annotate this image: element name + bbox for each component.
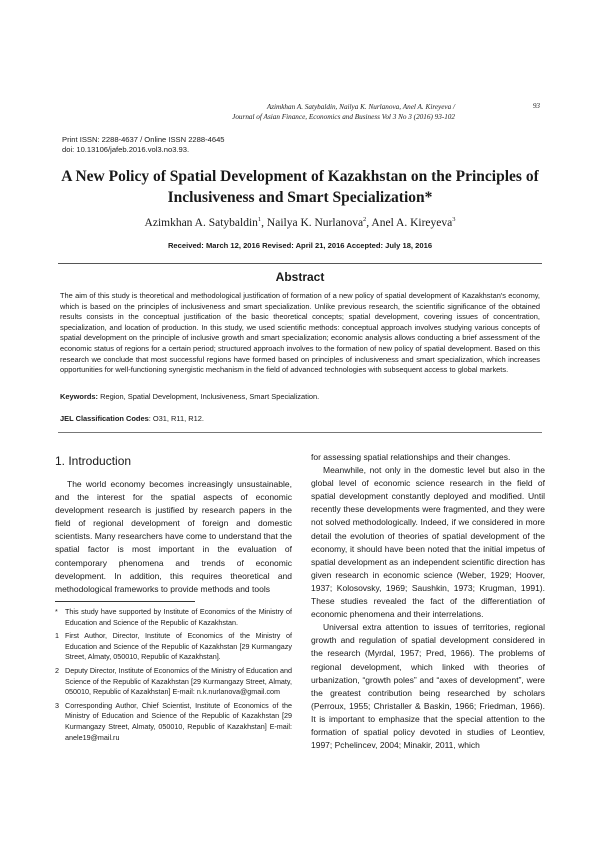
footnote-text: Corresponding Author, Chief Scientist, Institute of Economics of the Ministry of Education and Science of the Republic of Kazakhstan [29 Kurmangazy Street, Almaty, 050010, Republic of Kazakhstan] E-mail: anele19@mail.ru <box>65 700 292 742</box>
intro-right-column <box>311 451 545 752</box>
footnote <box>55 701 292 743</box>
footnote-text: First Author, Director, Institute of Economics of the Ministry of Education and Science of the Republic of Kazakhstan [29 Kurmangazy Street, Almaty, 050010, Republic of Kazakhstan]. <box>65 631 292 662</box>
issn-block <box>62 135 225 155</box>
title-line-2: Inclusiveness and Smart Specialization* <box>167 189 433 206</box>
footnote-separator <box>55 601 195 602</box>
footnotes <box>55 607 292 746</box>
author-separator: , <box>366 216 372 229</box>
abstract-text: The aim of this study is theoretical and methodological justification of formation of a new policy of spatial development of Kazakhstan's economy, which is based on the principles of inclusiveness and smart specialization. Unlike previous research, the scientific significance of the obtained results consists in the conceptual justification of the basic theoretical concepts; spatial development, covering issues of concentration, specialization, and location of production. In this study, we used scientific methods: conceptual approach involves studying various concepts of spatial development on the principle of inclusive growth and smart specialization; economic analysis allows conducting a brief assessment of the economic status of regions for a certain period; structured approach involves to the formation of new policy of spatial development. Based on this research we conclude that most successful regions have formed based on principles of inclusiveness and smart specialization, which increases opportunities for well-functioning synergistic mechanism in the field of advanced technologies with subsequent access to global markets. <box>60 291 540 375</box>
footnote-text: This study have supported by Institute of Economics of the Ministry of Education and Science of the Republic of Kazakhstan. <box>65 607 292 627</box>
author-name: Anel A. Kireyeva <box>371 216 453 229</box>
jel-value: : O31, R11, R12. <box>148 414 204 423</box>
title-line-1: A New Policy of Spatial Development of Kazakhstan on the Principles of <box>61 168 539 185</box>
keywords-value: Region, Spatial Development, Inclusiveness, Smart Specialization. <box>98 392 320 401</box>
footnote <box>55 607 292 628</box>
footnote-text: Deputy Director, Institute of Economics of the Ministry of Education and Science of the Republic of Kazakhstan [29 Kurmangazy Street, Almaty, 050010, Republic of Kazakhstan] E-mail: n.k.nurlanova@gmail.com <box>65 665 292 697</box>
jel-codes <box>60 414 540 423</box>
author-name: Azimkhan A. Satybaldin <box>144 216 258 229</box>
intro-paragraph-continued: for assessing spatial relationships and their changes. <box>311 452 511 462</box>
abstract-top-rule <box>58 263 542 264</box>
jel-label: JEL Classification Codes <box>60 414 149 423</box>
abstract-bottom-rule <box>58 432 542 433</box>
keywords-label: Keywords: <box>60 392 99 401</box>
footnote-mark: * <box>55 607 58 616</box>
footnote-mark: 2 <box>55 665 59 675</box>
abstract-heading: Abstract <box>275 270 325 284</box>
page-number: 93 <box>532 102 540 110</box>
author-affiliation-mark: 3 <box>452 216 456 223</box>
submission-dates: Received: March 12, 2016 Revised: April 21, 2016 Accepted: July 18, 2016 <box>167 241 433 250</box>
running-head-authors: Azimkhan A. Satybaldin, Nailya K. Nurlanova, Anel A. Kireyeva / <box>266 103 455 111</box>
author-name: Nailya K. Nurlanova <box>266 216 364 229</box>
paper-title <box>60 166 540 208</box>
footnote-mark: 1 <box>55 631 59 641</box>
intro-paragraph-left: The world economy becomes increasingly unsustainable, and the interest for the spatial aspects of economic development research is justified by research papers in the field of regional development of foreign and domestic scientists. Many researchers have come to understand that the spatial factor is most important in the evaluation of contemporary phenomena and trends of economic development. In addition, this requires theoretical and methodological frameworks to provide methods and tools <box>55 479 292 594</box>
section-heading-introduction: 1. Introduction <box>55 454 132 468</box>
doi-line: doi: 10.13106/jafeb.2016.vol3.no3.93. <box>62 145 190 154</box>
author-affiliation-mark: 1 <box>257 216 262 223</box>
intro-paragraph: Universal extra attention to issues of territories, regional growth and regulation of spatial development considered in the research (Myrdal, 1957; Pred, 1966). The problems of regional development, which linked with theories of urbanization, “growth poles” and “axes of development”, were the greatest contribution being researched by scholars (Perroux, 1955; Christaller & Baskin, 1966; Friedman, 1966). It is important to emphasize that the special attention to the formation of spatial policy devoted in studies of Leontiev, 1997; Pchelincev, 2004; Minakir, 2011, which <box>311 622 545 751</box>
footnote <box>55 631 292 663</box>
footnote-mark: 3 <box>55 700 59 710</box>
author-affiliation-mark: 2 <box>363 216 367 223</box>
author-separator: , <box>261 216 267 229</box>
issn-line: Print ISSN: 2288-4637 / Online ISSN 2288-4645 <box>62 135 225 144</box>
author-list <box>60 216 540 229</box>
keywords <box>60 392 540 401</box>
intro-paragraph: Meanwhile, not only in the domestic level but also in the global level of economic science research in the field of spatial development constantly deployed and modified. Until recently these developments were fragmented, and they were not solved methodologically. Indeed, if we considered in more detail the evolution of theories of spatial development of the economy, it should have been noted that the initial impetus of spatial development as an independent scientific direction has given research in economic science (Weber, 1929; Hoover, 1937; Kolosovsky, 1969; Saushkin, 1973; Krugman, 1991). These studies revealed the fact of the differentiation of economic phenomena and their interrelations. <box>311 465 545 620</box>
running-head-journal: Journal of Asian Finance, Economics and Business Vol 3 No 3 (2016) 93-102 <box>232 113 455 121</box>
footnote <box>55 666 292 698</box>
running-head <box>150 102 455 122</box>
